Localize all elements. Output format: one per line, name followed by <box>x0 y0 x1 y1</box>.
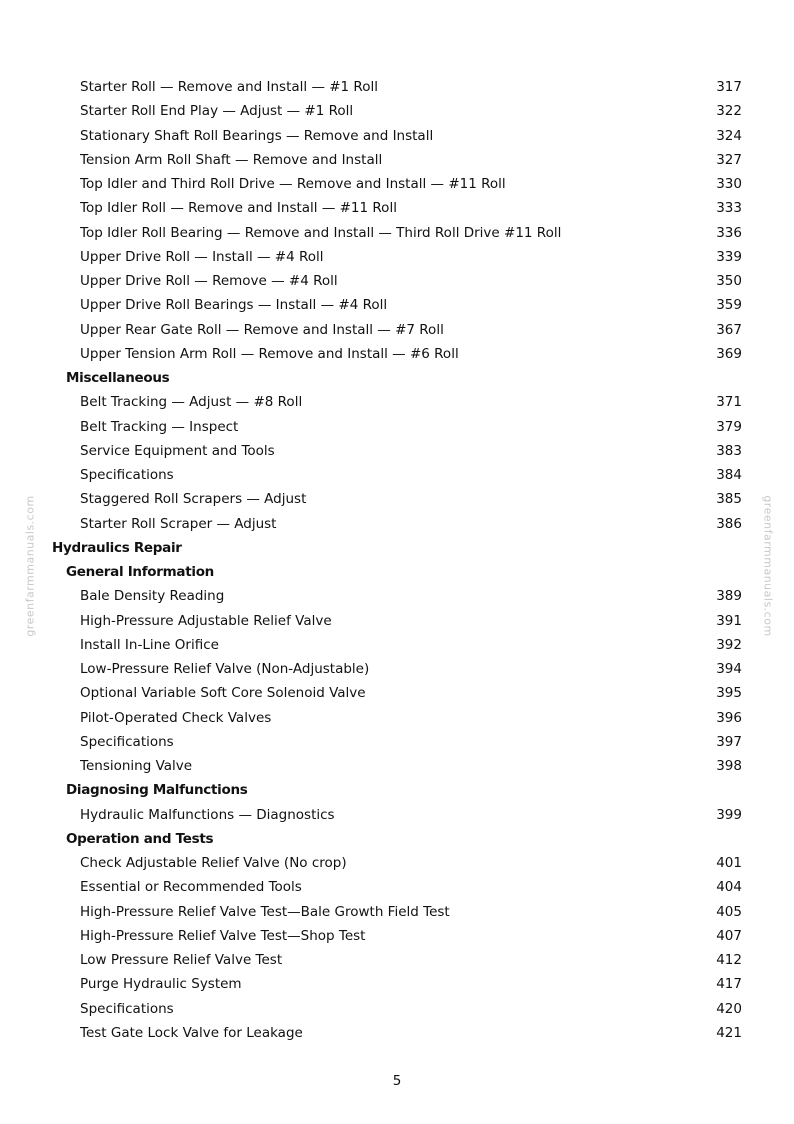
toc-entry[interactable] <box>0 1021 794 1045</box>
toc-entry[interactable] <box>0 269 794 293</box>
toc-entry-title: Starter Roll End Play — Adjust — #1 Roll <box>80 103 354 120</box>
toc-entry[interactable] <box>0 342 794 366</box>
toc-entry-page: 399 <box>716 806 742 823</box>
toc-entry-title: High-Pressure Relief Valve Test—Bale Growth Field Test <box>80 903 450 920</box>
toc-heading <box>0 560 794 584</box>
toc-entry-page: 412 <box>716 952 742 968</box>
toc-entry[interactable] <box>0 851 794 875</box>
table-of-contents <box>0 75 794 1045</box>
toc-entry[interactable] <box>0 948 794 972</box>
toc-entry-title: Service Equipment and Tools <box>80 442 275 459</box>
toc-entry-title: Specifications <box>80 1000 174 1017</box>
toc-entry[interactable] <box>0 972 794 996</box>
toc-entry-title: Check Adjustable Relief Valve (No crop) <box>80 855 347 871</box>
toc-entry-page: 371 <box>716 394 742 411</box>
toc-entry-page: 322 <box>716 103 742 120</box>
toc-entry-title: Purge Hydraulic System <box>80 976 242 993</box>
toc-entry[interactable] <box>0 196 794 220</box>
toc-entry-title: Starter Roll Scraper — Adjust <box>80 515 277 532</box>
toc-entry-title: Essential or Recommended Tools <box>80 879 302 896</box>
page-number: 5 <box>392 1073 402 1089</box>
toc-entry-page: 379 <box>716 418 742 435</box>
toc-entry[interactable] <box>0 900 794 924</box>
toc-entry[interactable] <box>0 512 794 536</box>
toc-entry[interactable] <box>0 633 794 657</box>
toc-entry[interactable] <box>0 415 794 439</box>
toc-entry[interactable] <box>0 124 794 148</box>
toc-entry-title: Specifications <box>80 467 174 483</box>
toc-entry-page: 327 <box>716 151 742 168</box>
toc-entry-page: 404 <box>716 879 742 896</box>
toc-entry-page: 359 <box>716 297 742 314</box>
toc-entry[interactable] <box>0 463 794 487</box>
toc-heading <box>0 536 794 560</box>
toc-entry-title: High-Pressure Relief Valve Test—Shop Test <box>80 927 366 944</box>
toc-entry[interactable] <box>0 293 794 317</box>
toc-entry-page: 396 <box>716 709 742 726</box>
toc-entry[interactable] <box>0 875 794 899</box>
toc-entry-page: 394 <box>716 661 742 677</box>
toc-entry-title: Upper Drive Roll — Install — #4 Roll <box>80 248 324 265</box>
toc-entry-title: Upper Drive Roll Bearings — Install — #4 Roll <box>80 297 388 314</box>
toc-entry-page: 384 <box>716 467 742 483</box>
toc-entry-title: High-Pressure Adjustable Relief Valve <box>80 612 332 629</box>
watermark-left: greenfarmmanuals.com <box>23 495 37 637</box>
toc-entry-title: Tensioning Valve <box>80 758 193 774</box>
toc-entry[interactable] <box>0 99 794 123</box>
toc-entry-page: 369 <box>716 345 742 362</box>
toc-entry[interactable] <box>0 609 794 633</box>
toc-entry-title: Belt Tracking — Inspect <box>80 418 239 435</box>
toc-entry-title: Test Gate Lock Valve for Leakage <box>80 1024 303 1041</box>
toc-entry-page: 401 <box>716 855 742 871</box>
toc-entry-page: 417 <box>716 976 742 993</box>
toc-entry-title: Optional Variable Soft Core Solenoid Valve <box>80 685 366 702</box>
toc-entry[interactable] <box>0 997 794 1021</box>
toc-heading-title: Operation and Tests <box>66 830 214 847</box>
toc-entry-page: 407 <box>716 927 742 944</box>
toc-entry-page: 398 <box>716 758 742 774</box>
toc-entry-page: 397 <box>716 733 742 750</box>
toc-entry-title: Top Idler Roll — Remove and Install — #11 Roll <box>80 200 397 217</box>
watermark-right: greenfarmmanuals.com <box>761 495 775 637</box>
toc-entry-page: 391 <box>716 612 742 629</box>
toc-entry-title: Top Idler and Third Roll Drive — Remove and Install — #11 Roll <box>80 176 506 192</box>
toc-heading-title: Miscellaneous <box>66 370 170 386</box>
toc-heading <box>0 778 794 802</box>
toc-entry[interactable] <box>0 318 794 342</box>
toc-entry-title: Tension Arm Roll Shaft — Remove and Install <box>80 151 383 168</box>
toc-entry-page: 385 <box>716 491 742 508</box>
toc-entry[interactable] <box>0 754 794 778</box>
toc-entry-title: Upper Drive Roll — Remove — #4 Roll <box>80 273 338 289</box>
toc-entry-page: 392 <box>716 636 742 653</box>
toc-heading-title: Hydraulics Repair <box>52 539 182 556</box>
toc-entry-title: Stationary Shaft Roll Bearings — Remove and Install <box>80 127 434 144</box>
toc-entry-page: 395 <box>716 685 742 702</box>
toc-entry-title: Low-Pressure Relief Valve (Non-Adjustable) <box>80 661 370 677</box>
toc-entry-page: 405 <box>716 903 742 920</box>
toc-entry-title: Top Idler Roll Bearing — Remove and Install — Third Roll Drive #11 Roll <box>80 224 562 241</box>
toc-entry-page: 336 <box>716 224 742 241</box>
toc-entry-page: 330 <box>716 176 742 192</box>
toc-entry[interactable] <box>0 245 794 269</box>
toc-entry[interactable] <box>0 706 794 730</box>
toc-entry-page: 339 <box>716 248 742 265</box>
toc-entry-title: Hydraulic Malfunctions — Diagnostics <box>80 806 335 823</box>
toc-entry-title: Staggered Roll Scrapers — Adjust <box>80 491 307 508</box>
toc-entry[interactable] <box>0 657 794 681</box>
toc-entry[interactable] <box>0 439 794 463</box>
toc-entry[interactable] <box>0 803 794 827</box>
toc-entry[interactable] <box>0 681 794 705</box>
toc-entry-page: 420 <box>716 1000 742 1017</box>
toc-entry-page: 386 <box>716 515 742 532</box>
toc-entry-title: Upper Tension Arm Roll — Remove and Install — #6 Roll <box>80 345 459 362</box>
toc-entry-page: 389 <box>716 588 742 605</box>
toc-entry[interactable] <box>0 75 794 99</box>
toc-entry-title: Pilot-Operated Check Valves <box>80 709 272 726</box>
toc-entry-page: 324 <box>716 127 742 144</box>
toc-entry-title: Specifications <box>80 733 174 750</box>
toc-entry[interactable] <box>0 221 794 245</box>
toc-heading-title: General Information <box>66 564 214 580</box>
toc-entry-title: Low Pressure Relief Valve Test <box>80 952 283 968</box>
toc-heading <box>0 827 794 851</box>
toc-entry-page: 333 <box>716 200 742 217</box>
toc-entry-page: 367 <box>716 321 742 338</box>
toc-entry[interactable] <box>0 390 794 414</box>
toc-entry[interactable] <box>0 487 794 511</box>
toc-entry-title: Upper Rear Gate Roll — Remove and Install — #7 Roll <box>80 321 444 338</box>
toc-entry[interactable] <box>0 924 794 948</box>
toc-entry[interactable] <box>0 148 794 172</box>
toc-entry-title: Belt Tracking — Adjust — #8 Roll <box>80 394 303 411</box>
toc-entry-title: Bale Density Reading <box>80 588 225 605</box>
toc-heading <box>0 366 794 390</box>
toc-entry[interactable] <box>0 730 794 754</box>
toc-entry-page: 350 <box>716 273 742 289</box>
toc-entry-page: 383 <box>716 442 742 459</box>
toc-entry-page: 421 <box>716 1024 742 1041</box>
toc-entry-page: 317 <box>716 79 742 95</box>
toc-entry[interactable] <box>0 584 794 608</box>
toc-entry-title: Install In-Line Orifice <box>80 636 219 653</box>
toc-heading-title: Diagnosing Malfunctions <box>66 782 248 799</box>
toc-entry[interactable] <box>0 172 794 196</box>
toc-entry-title: Starter Roll — Remove and Install — #1 Roll <box>80 79 378 95</box>
